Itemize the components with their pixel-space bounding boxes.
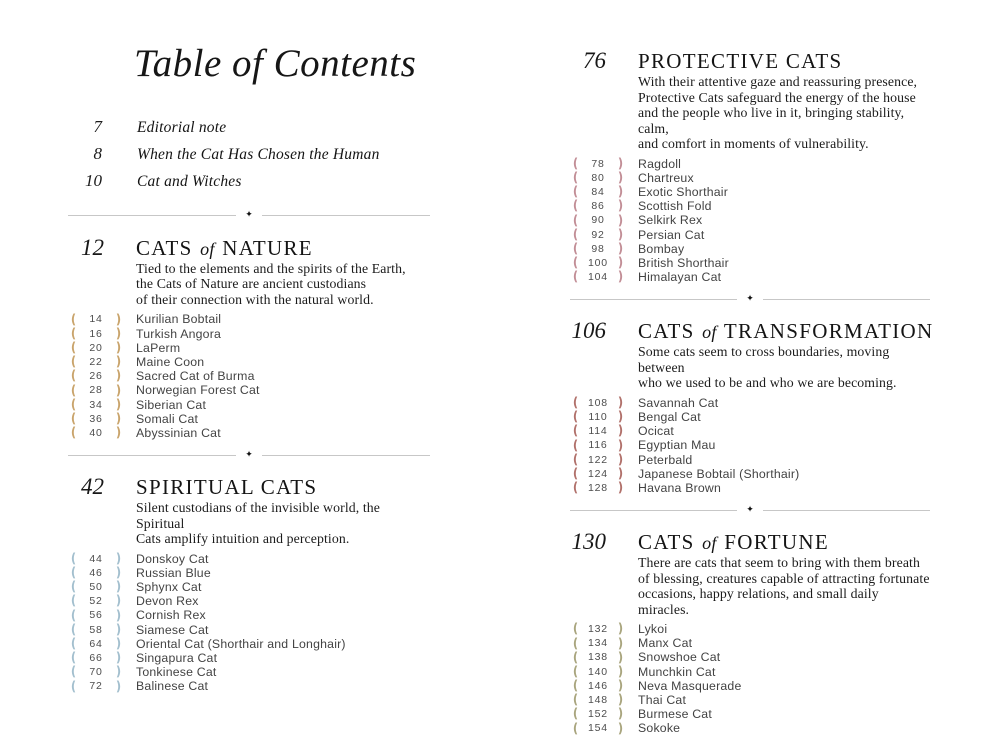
toc-entry [570,452,930,466]
diamond-ornament: ✦ [245,210,253,221]
entry-page-number: 104 [588,271,608,284]
section-divider [68,210,430,222]
divider-line [262,455,430,456]
entry-breed-name: Lykoi [638,622,668,637]
breed-entries-list [68,312,430,440]
section-title-word: SPIRITUAL CATS [136,475,318,500]
entry-page-number: 64 [89,637,103,650]
section-divider [68,449,430,461]
intro-item [68,144,430,171]
entry-breed-name: Chartreux [638,170,694,185]
open-bracket-ornament [68,666,79,679]
description-line: of their connection with the natural world. [136,291,374,307]
intro-item-title: Editorial note [137,118,227,136]
entry-breed-name: LaPerm [136,340,181,355]
description-line: Cats amplify intuition and perception. [136,531,350,547]
intro-page-number: 8 [93,143,102,163]
entry-page-number: 40 [89,426,103,439]
toc-entry [570,256,930,270]
section-divider [570,293,930,305]
entry-breed-name: Donskoy Cat [136,551,209,566]
entry-breed-name: Cornish Rex [136,608,206,623]
close-bracket-ornament [615,425,626,438]
entry-breed-name: Thai Cat [638,693,687,708]
section-title-word: CATS [136,235,193,260]
entry-page-number: 132 [588,623,608,636]
entry-breed-name: Sokoke [638,721,681,736]
open-bracket-ornament [570,722,581,735]
intro-page-number: 7 [93,116,102,136]
toc-entry [570,270,930,284]
entry-page-number: 114 [588,425,608,438]
section-page-number: 42 [81,474,104,500]
toc-entry [570,636,930,650]
section-header [570,529,930,553]
toc-entry [570,467,930,481]
toc-entry [68,622,430,636]
entry-breed-name: Siamese Cat [136,622,209,637]
entry-page-number: 36 [89,412,103,425]
entry-page-number: 80 [591,171,605,184]
section-title [638,530,829,555]
section-title-word: PROTECTIVE CATS [638,49,843,73]
entry-breed-name: Japanese Bobtail (Shorthair) [638,466,800,481]
section-header [68,474,430,498]
toc-entry [68,397,430,411]
section-page-number: 12 [81,234,104,260]
close-bracket-ornament [615,481,626,494]
entry-breed-name: Devon Rex [136,594,199,609]
entry-page-number: 154 [588,722,608,735]
entry-breed-name: Balinese Cat [136,679,209,694]
description-line: who we used to be and who we are becoming. [638,375,897,391]
section-title [136,236,313,261]
close-bracket-ornament [615,722,626,735]
description-line: Protective Cats safeguard the energy of the house [638,89,916,105]
entry-breed-name: Burmese Cat [638,707,712,722]
section-description [638,74,930,152]
breed-entries-list [570,396,930,495]
description-line: Silent custodians of the invisible world, the Spiritual [136,500,380,531]
section-description [136,261,430,308]
entry-page-number: 146 [588,679,608,692]
intro-item-title: Cat and Witches [137,172,242,190]
toc-entry [570,481,930,495]
section-description [638,344,930,391]
entry-breed-name: Somali Cat [136,411,199,426]
toc-entry [68,594,430,608]
entry-page-number: 90 [591,214,605,227]
entry-breed-name: Bengal Cat [638,409,701,424]
entry-page-number: 56 [89,609,103,622]
entry-page-number: 14 [89,313,103,326]
description-line: There are cats that seem to bring with them breath [638,555,920,570]
intro-page-number: 10 [85,170,102,190]
entry-page-number: 128 [588,481,608,494]
entry-page-number: 58 [89,623,103,636]
close-bracket-ornament [113,666,124,679]
section-page-number: 76 [583,48,606,73]
toc-entry [570,650,930,664]
open-bracket-ornament [570,425,581,438]
toc-entry [570,157,930,171]
open-bracket-ornament [570,200,581,213]
entry-page-number: 108 [588,396,608,409]
entry-breed-name: Maine Coon [136,355,205,369]
section-page-number: 130 [571,529,606,554]
entry-page-number: 100 [588,256,608,269]
toc-entry [570,396,930,410]
section-title-word: FORTUNE [724,530,829,554]
toc-entry [68,369,430,383]
entry-page-number: 138 [588,651,608,664]
section-title-of: of [200,238,215,259]
toc-entry [68,355,430,369]
entry-breed-name: Munchkin Cat [638,664,716,679]
section-description [638,555,930,617]
entry-page-number: 84 [591,185,605,198]
entry-breed-name: Turkish Angora [136,326,222,341]
diamond-ornament: ✦ [245,449,253,460]
toc-entry [570,199,930,213]
entry-breed-name: Havana Brown [638,480,722,495]
entry-page-number: 92 [591,228,605,241]
entry-breed-name: Singapura Cat [136,650,218,665]
entry-breed-name: Himalayan Cat [638,270,722,285]
toc-entry [68,651,430,665]
toc-entry [570,424,930,438]
entry-breed-name: Norwegian Forest Cat [136,383,260,398]
divider-line [763,510,930,511]
entry-page-number: 16 [89,327,103,340]
section-spiritual-cats [68,474,430,693]
toc-entry [68,665,430,679]
divider-line [68,215,236,216]
open-bracket-ornament [68,595,79,608]
entry-breed-name: British Shorthair [638,255,729,270]
section-title-of: of [702,533,717,553]
divider-line [262,215,430,216]
section-title [136,475,317,500]
toc-entry [570,410,930,424]
description-line: Tied to the elements and the spirits of the Earth, [136,260,406,276]
entry-breed-name: Selkirk Rex [638,213,703,228]
entry-breed-name: Kurilian Bobtail [136,312,222,327]
entry-breed-name: Ocicat [638,424,675,439]
toc-entry [570,693,930,707]
entry-page-number: 52 [89,595,103,608]
entry-breed-name: Neva Masquerade [638,678,742,693]
entry-page-number: 98 [591,242,605,255]
section-title-of: of [702,322,717,343]
entry-breed-name: Russian Blue [136,565,211,580]
entry-breed-name: Siberian Cat [136,397,207,412]
toc-entry [570,721,930,735]
close-bracket-ornament [615,622,626,635]
open-bracket-ornament [570,622,581,635]
left-page-column [68,42,430,693]
entry-page-number: 70 [89,666,103,679]
entry-breed-name: Sacred Cat of Burma [136,369,255,384]
open-bracket-ornament [68,426,79,439]
toc-entry [570,185,930,199]
entry-breed-name: Abyssinian Cat [136,425,221,440]
entry-page-number: 110 [588,410,608,423]
entry-page-number: 72 [89,680,103,693]
section-title-word: TRANSFORMATION [723,319,934,344]
entry-breed-name: Ragdoll [638,156,682,171]
toc-entry [570,213,930,227]
toc-entry [570,438,930,452]
intro-item [68,117,430,144]
description-line: Some cats seem to cross boundaries, moving between [638,344,890,375]
toc-entry [68,679,430,693]
breed-entries-list [68,552,430,694]
entry-breed-name: Bombay [638,241,685,256]
toc-entry [570,622,930,636]
description-line: and the people who live in it, bringing stability, calm, [638,105,905,136]
intro-items-list [68,117,430,198]
breed-entries-list [570,157,930,285]
toc-entry [68,637,430,651]
entry-page-number: 116 [588,439,608,452]
section-cats-of-nature [68,235,430,440]
entry-page-number: 140 [588,665,608,678]
open-bracket-ornament [68,680,79,693]
divider-line [570,299,737,300]
entry-page-number: 28 [89,384,103,397]
entry-page-number: 78 [591,157,605,170]
open-bracket-ornament [570,270,581,283]
entry-breed-name: Exotic Shorthair [638,184,728,199]
toc-entry [570,227,930,241]
entry-page-number: 66 [89,651,103,664]
entry-breed-name: Scottish Fold [638,199,712,214]
toc-entry [68,327,430,341]
toc-entry [68,566,430,580]
entry-breed-name: Sphynx Cat [136,580,202,594]
description-line: of blessing, creatures capable of attracting fortunate [638,570,930,586]
entry-page-number: 124 [588,467,608,480]
divider-line [763,299,930,300]
toc-entry [570,665,930,679]
entry-breed-name: Tonkinese Cat [136,665,217,680]
diamond-ornament: ✦ [746,504,754,515]
section-title-word: CATS [638,319,695,344]
open-bracket-ornament [68,370,79,383]
section-header [68,235,430,259]
breed-entries-list [570,622,930,736]
entry-breed-name: Oriental Cat (Shorthair and Longhair) [136,636,346,651]
intro-item-title: When the Cat Has Chosen the Human [137,145,380,163]
divider-line [68,455,236,456]
toc-entry [570,707,930,721]
description-line: the Cats of Nature are ancient custodians [136,276,367,292]
entry-page-number: 34 [89,398,103,411]
entry-breed-name: Savannah Cat [638,395,719,410]
section-description [136,500,430,547]
toc-entry [68,341,430,355]
divider-line [570,510,737,511]
entry-breed-name: Persian Cat [638,227,705,242]
section-cats-of-transformation [570,318,934,495]
section-page-number: 106 [571,318,606,344]
entry-breed-name: Egyptian Mau [638,438,716,453]
section-title [638,49,842,74]
entry-page-number: 20 [89,341,103,354]
close-bracket-ornament [113,370,124,383]
close-bracket-ornament [113,426,124,439]
close-bracket-ornament [615,270,626,283]
toc-entry [68,383,430,397]
close-bracket-ornament [113,680,124,693]
close-bracket-ornament [615,200,626,213]
toc-entry [570,242,930,256]
section-title [638,319,933,344]
description-line: occasions, happy relations, and small daily miracles. [638,586,879,617]
toc-entry [570,679,930,693]
entry-page-number: 50 [89,581,103,593]
entry-page-number: 46 [89,566,103,579]
entry-page-number: 152 [588,708,608,721]
section-title-word: CATS [638,530,695,554]
section-title-word: NATURE [222,235,313,260]
toc-entry [68,426,430,440]
entry-page-number: 44 [89,552,103,565]
right-page-column [570,42,934,736]
toc-entry [68,412,430,426]
section-divider [570,504,930,516]
toc-entry [68,312,430,326]
toc-entry [68,580,430,594]
section-header [570,318,934,344]
entry-page-number: 22 [89,356,103,368]
entry-breed-name: Snowshoe Cat [638,650,721,665]
entry-page-number: 134 [588,637,608,650]
toc-entry [570,171,930,185]
description-line: and comfort in moments of vulnerability. [638,136,869,151]
entry-page-number: 26 [89,370,103,383]
diamond-ornament: ✦ [746,293,754,304]
section-protective-cats [570,48,930,284]
description-line: With their attentive gaze and reassuring presence, [638,74,918,89]
close-bracket-ornament [113,595,124,608]
toc-entry [68,552,430,566]
section-header [570,48,930,72]
entry-breed-name: Peterbald [638,452,693,467]
section-cats-of-fortune [570,529,930,736]
open-bracket-ornament [570,481,581,494]
toc-entry [68,608,430,622]
page-title: Table of Contents [134,42,417,85]
entry-page-number: 148 [588,694,608,707]
entry-page-number: 86 [591,200,605,213]
entry-breed-name: Manx Cat [638,636,693,651]
entry-page-number: 122 [588,453,608,466]
intro-item [68,171,430,198]
